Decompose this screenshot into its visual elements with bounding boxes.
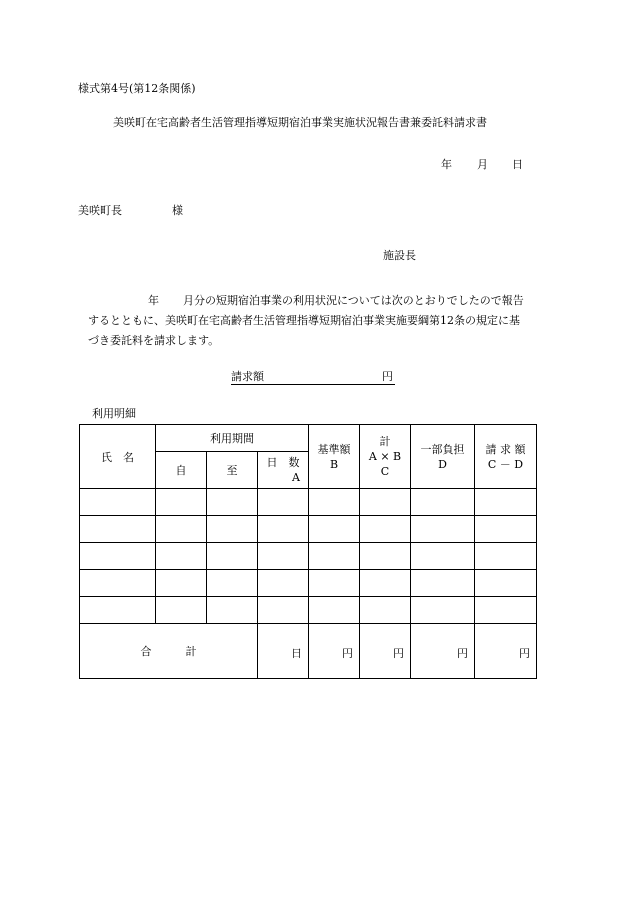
header-days-code: A [292,471,300,484]
table-cell[interactable] [207,597,258,624]
total-days[interactable] [258,624,309,679]
table-cell[interactable] [411,516,475,543]
total-copay-unit: 円 [457,647,468,660]
body-line-2: するとともに、美咲町在宅高齢者生活管理指導短期宿泊事業実施要綱第12条の規定に基 [88,314,520,327]
table-cell[interactable] [80,489,156,516]
table-cell[interactable] [156,489,207,516]
table-row [80,543,537,570]
header-base [309,425,360,489]
table-cell[interactable] [258,597,309,624]
form-number: 様式第4号(第12条関係) [78,82,196,95]
table-cell[interactable] [207,543,258,570]
header-name: 氏 名 [80,425,156,489]
header-base-label: 基準額 [317,442,351,456]
header-from: 自 [156,452,207,489]
header-total [360,425,411,489]
table-cell[interactable] [411,489,475,516]
table-cell[interactable] [411,570,475,597]
table-cell[interactable] [360,489,411,516]
header-total-code: C [380,465,390,478]
header-copay [411,425,475,489]
total-copay[interactable] [411,624,475,679]
table-cell[interactable] [80,543,156,570]
table-cell[interactable] [475,570,537,597]
table-cell[interactable] [309,597,360,624]
total-base[interactable] [309,624,360,679]
total-days-unit: 日 [291,647,302,660]
header-days-label: 日 数 [266,456,300,469]
table-cell[interactable] [475,543,537,570]
body-line-1: 月分の短期宿泊事業の利用状況については次のとおりでしたので報告 [183,294,524,307]
header-period: 利用期間 [156,425,309,452]
table-cell[interactable] [475,489,537,516]
table-cell[interactable] [258,489,309,516]
table-cell[interactable] [309,489,360,516]
body-line-3: づき委託料を請求します。 [88,334,220,347]
header-claim-label: 請 求 額 [485,442,526,456]
date-day-label: 日 [512,158,523,171]
table-cell[interactable] [360,543,411,570]
header-days [258,452,309,489]
table-cell[interactable] [156,516,207,543]
header-to: 至 [207,452,258,489]
total-amount-unit: 円 [393,647,404,660]
header-total-formula: A × B [368,450,402,463]
table-cell[interactable] [360,570,411,597]
table-cell[interactable] [156,597,207,624]
total-label: 合計 [80,624,258,679]
request-amount-unit: 円 [382,370,393,383]
table-cell[interactable] [309,543,360,570]
table-cell[interactable] [207,570,258,597]
table-cell[interactable] [207,489,258,516]
addressee-name: 美咲町長 [78,204,122,217]
table-row [80,597,537,624]
table-cell[interactable] [309,516,360,543]
request-amount-line [231,371,395,385]
table-cell[interactable] [360,597,411,624]
facility-head-label: 施設長 [383,249,416,262]
total-amount[interactable] [360,624,411,679]
header-base-code: B [329,457,339,471]
table-cell[interactable] [156,543,207,570]
header-total-label: 計 [379,435,391,448]
table-row [80,516,537,543]
total-claim-unit: 円 [519,647,530,660]
report-body [88,291,558,351]
header-claim [475,425,537,489]
table-cell[interactable] [360,516,411,543]
addressee-honorific: 様 [172,204,183,217]
date-month-label: 月 [477,158,488,171]
table-cell[interactable] [411,543,475,570]
table-row [80,570,537,597]
header-claim-formula: C － D [487,457,524,471]
body-year: 年 [148,294,159,307]
table-cell[interactable] [309,570,360,597]
table-cell[interactable] [80,516,156,543]
table-row [80,489,537,516]
table-cell[interactable] [258,570,309,597]
detail-label: 利用明細 [92,407,136,420]
table-cell[interactable] [258,516,309,543]
document-title: 美咲町在宅高齢者生活管理指導短期宿泊事業実施状況報告書兼委託料請求書 [113,116,487,129]
date-year-label: 年 [441,158,452,171]
table-cell[interactable] [80,570,156,597]
table-cell[interactable] [156,570,207,597]
header-copay-label: 一部負担 [420,442,465,456]
request-amount-label: 請求額 [231,370,264,383]
table-cell[interactable] [258,543,309,570]
table-cell[interactable] [475,597,537,624]
table-cell[interactable] [475,516,537,543]
total-claim[interactable] [475,624,537,679]
usage-detail-table [79,424,537,679]
total-base-unit: 円 [342,647,353,660]
table-cell[interactable] [207,516,258,543]
table-cell[interactable] [80,597,156,624]
total-row [80,624,537,679]
addressee [78,204,183,217]
table-cell[interactable] [411,597,475,624]
header-copay-code: D [438,457,447,471]
